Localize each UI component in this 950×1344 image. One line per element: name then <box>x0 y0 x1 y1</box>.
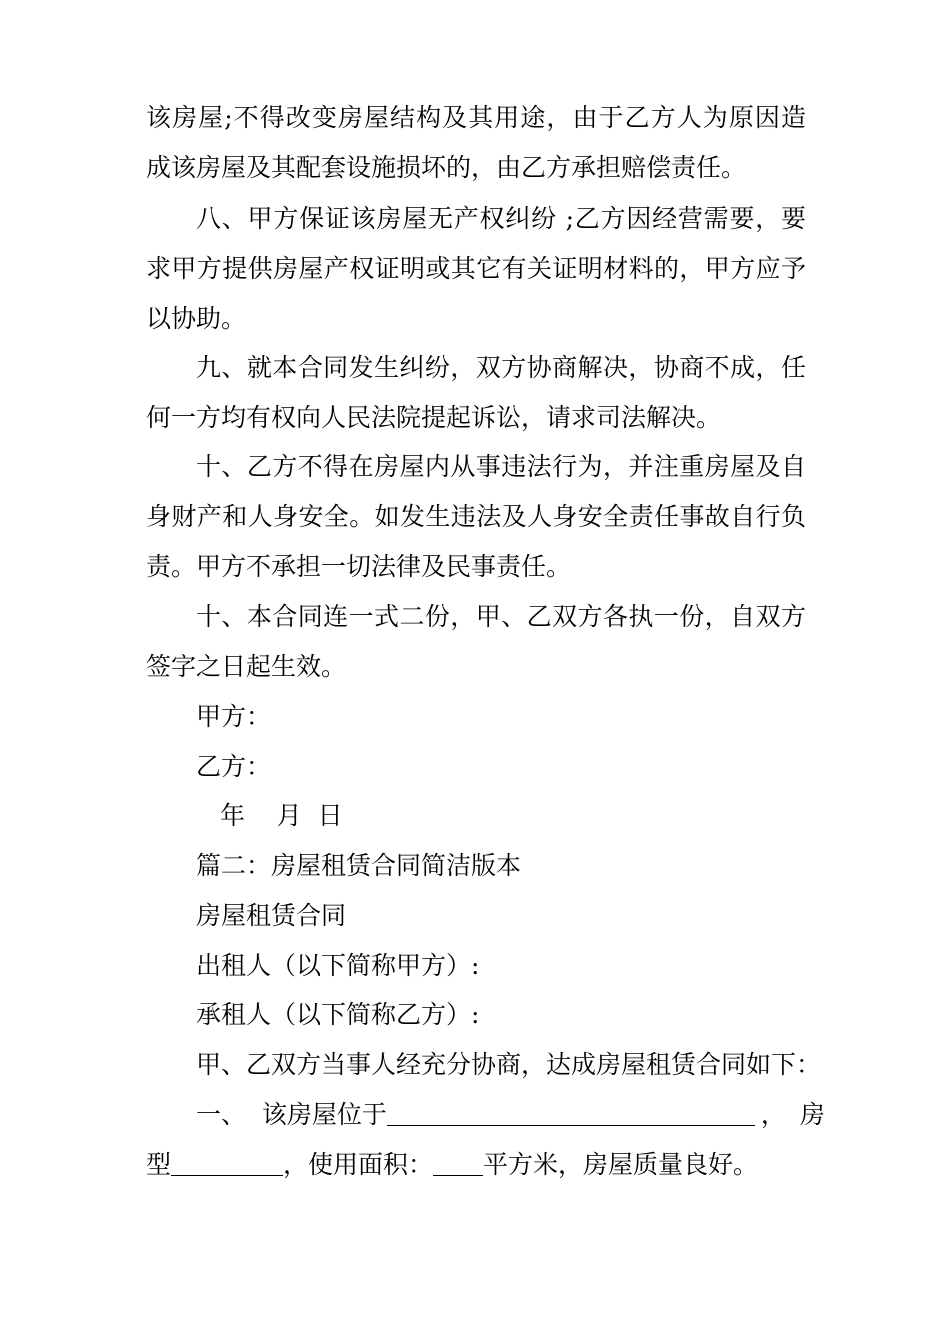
text-line: 八、甲方保证该房屋无产权纠纷 ;乙方因经营需要，要 <box>196 204 806 233</box>
area-blank <box>433 1150 483 1176</box>
clause-1-suffix: ，房 <box>760 1100 839 1129</box>
clause-1-line-2 <box>146 1147 806 1183</box>
section-heading: 篇二：房屋租赁合同简洁版本 <box>196 851 522 880</box>
clause-1-prefix: 一、 该房屋位于 <box>196 1100 387 1129</box>
lessor-line: 出租人（以下简称甲方）: <box>196 951 480 980</box>
lessee-line: 承租人（以下简称乙方）: <box>196 1000 480 1029</box>
text-line: 以协助。 <box>146 304 247 333</box>
text-line: 十、本合同连一式二份，甲、乙双方各执一份，自双方 <box>196 602 806 631</box>
text-line: 责。甲方不承担一切法律及民事责任。 <box>146 552 572 581</box>
clause-1-line <box>196 1097 839 1133</box>
clause-1-type-label: 型 <box>146 1150 172 1179</box>
house-type-blank <box>171 1150 283 1176</box>
address-blank <box>387 1100 755 1126</box>
party-b-label: 乙方： <box>196 752 272 781</box>
text-line: 甲、乙双方当事人经充分协商，达成房屋租赁合同如下： <box>196 1050 822 1079</box>
party-a-label: 甲方： <box>196 702 272 731</box>
text-line: 求甲方提供房屋产权证明或其它有关证明材料的，甲方应予 <box>146 254 806 283</box>
clause-1-area-label: ，使用面积： <box>283 1150 434 1179</box>
text-line: 九、就本合同发生纠纷，双方协商解决，协商不成，任 <box>196 353 806 382</box>
contract-title: 房屋租赁合同 <box>196 901 347 930</box>
text-line: 十、乙方不得在房屋内从事违法行为，并注重房屋及自 <box>196 452 806 481</box>
text-line: 成该房屋及其配套设施损坏的，由乙方承担赔偿责任。 <box>146 153 747 182</box>
text-line: 该房屋;不得改变房屋结构及其用途，由于乙方人为原因造 <box>146 103 806 132</box>
clause-1-area-unit: 平方米，房屋质量良好。 <box>483 1150 759 1179</box>
text-line: 何一方均有权向人民法院提起诉讼，请求司法解决。 <box>146 403 722 432</box>
date-line: 年 月 日 <box>220 801 343 830</box>
text-line: 签字之日起生效。 <box>146 652 347 681</box>
text-line: 身财产和人身安全。如发生违法及人身安全责任事故自行负 <box>146 502 806 531</box>
